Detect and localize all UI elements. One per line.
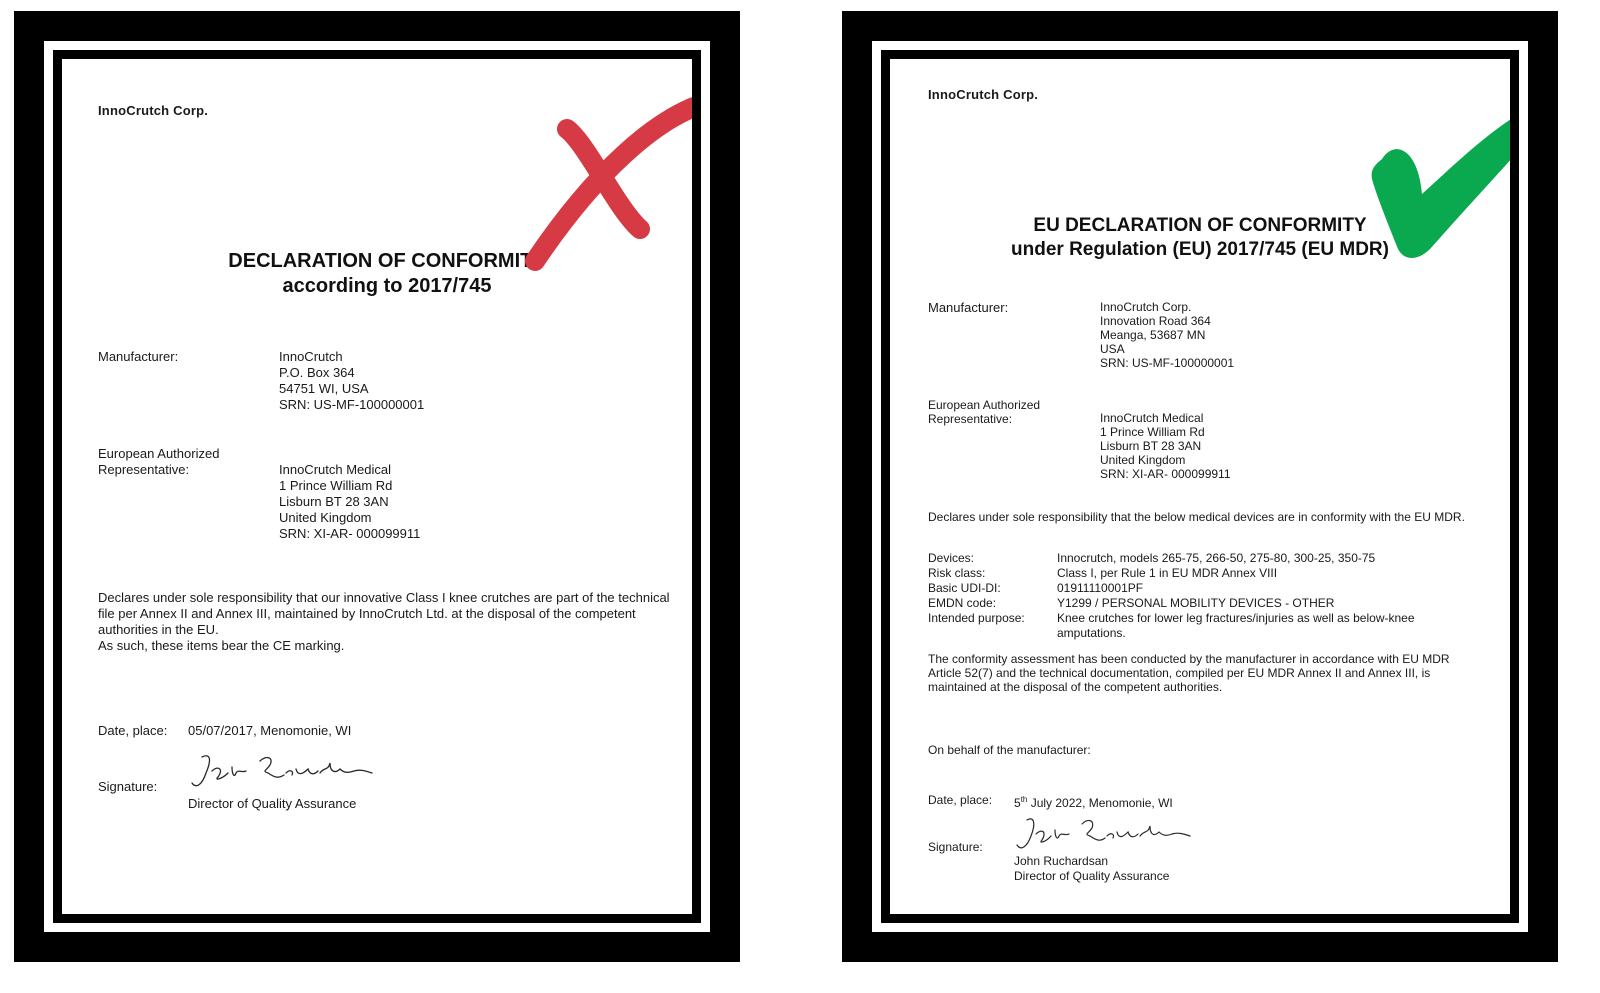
signature-label: Signature: <box>928 840 983 854</box>
address-line: Lisburn BT 28 3AN <box>279 494 389 509</box>
date-rest: July 2022, Menomonie, WI <box>1027 796 1173 810</box>
address-line: 1 Prince William Rd <box>1100 425 1205 439</box>
rep-label-line: Representative: <box>928 412 1013 426</box>
srn-line: SRN: US-MF-100000001 <box>279 397 425 412</box>
right-document-page <box>890 59 1510 914</box>
paragraph-line: As such, these items bear the CE marking. <box>98 638 345 653</box>
right-document-frame <box>842 11 1558 962</box>
field-value: Class I, per Rule 1 in EU MDR Annex VIII <box>1057 566 1278 580</box>
field-label: Basic UDI-DI: <box>928 581 1001 595</box>
rep-label-line: Representative: <box>98 462 190 477</box>
manufacturer-address <box>279 349 424 413</box>
on-behalf-label: On behalf of the manufacturer: <box>928 743 1091 757</box>
manufacturer-address <box>1100 300 1234 370</box>
address-line: United Kingdom <box>1100 453 1186 467</box>
company-name: InnoCrutch Corp. <box>928 87 1039 102</box>
field-value: 01911110001PF <box>1057 581 1144 595</box>
field-value-continued: amputations. <box>1057 626 1126 640</box>
address-line: Lisburn BT 28 3AN <box>1100 439 1202 453</box>
date-place-label: Date, place: <box>928 793 993 807</box>
srn-line: SRN: XI-AR- 000099911 <box>279 526 421 541</box>
title-line-1: EU DECLARATION OF CONFORMITY <box>1033 215 1367 236</box>
paragraph-line: The conformity assessment has been conducted by the manufacturer in accordance with EU MDR <box>928 652 1450 666</box>
declares-statement: Declares under sole responsibility that the below medical devices are in conformity with the EU MDR. <box>928 510 1465 524</box>
field-label: Devices: <box>928 551 975 565</box>
rep-label-line: European Authorized <box>928 398 1041 412</box>
authorized-rep-label <box>98 446 219 478</box>
srn-line: SRN: US-MF-100000001 <box>1100 356 1235 370</box>
title-line-1: DECLARATION OF CONFORMITY <box>228 250 546 272</box>
left-document-frame <box>14 11 740 962</box>
srn-line: SRN: XI-AR- 000099911 <box>1100 467 1231 481</box>
authorized-rep-address <box>279 462 420 542</box>
field-value: Y1299 / PERSONAL MOBILITY DEVICES - OTHER <box>1057 596 1335 610</box>
declaration-paragraph <box>98 590 670 654</box>
address-line: United Kingdom <box>279 510 372 525</box>
handwritten-signature <box>1014 814 1194 854</box>
signer-name: John Ruchardsan <box>1014 854 1109 868</box>
handwritten-signature <box>188 749 378 793</box>
paragraph-line: Article 52(7) and the technical documentation, compiled per EU MDR Annex II and Annex III, is <box>928 666 1431 680</box>
address-line: InnoCrutch Medical <box>279 462 391 477</box>
assessment-paragraph <box>928 652 1450 694</box>
date-place-value: 05/07/2017, Menomonie, WI <box>188 723 352 738</box>
cross-mark-icon <box>517 89 692 284</box>
check-mark-icon <box>1360 99 1510 284</box>
field-label: Intended purpose: <box>928 611 1025 625</box>
title-line-2: according to 2017/745 <box>282 275 492 297</box>
date-place-value <box>1014 792 1173 811</box>
address-line: 54751 WI, USA <box>279 381 369 396</box>
title-line-2: under Regulation (EU) 2017/745 (EU MDR) <box>1011 238 1389 260</box>
date-day: 5 <box>1014 796 1021 810</box>
field-label: Risk class: <box>928 566 986 580</box>
address-line: Innovation Road 364 <box>1100 314 1211 328</box>
manufacturer-label: Manufacturer: <box>98 349 179 364</box>
address-line: InnoCrutch Medical <box>1100 411 1204 425</box>
authorized-rep-address <box>1100 411 1231 481</box>
date-suffix: th <box>1020 795 1028 804</box>
address-line: InnoCrutch <box>279 349 343 364</box>
address-line: USA <box>1100 342 1125 356</box>
authorized-rep-label <box>928 398 1040 426</box>
company-name: InnoCrutch Corp. <box>98 103 209 118</box>
signer-block <box>1014 854 1169 884</box>
paragraph-line: authorities in the EU. <box>98 622 219 637</box>
paragraph-line: file per Annex II and Annex III, maintained by InnoCrutch Ltd. at the disposal of the competent <box>98 606 636 621</box>
rep-label-line: European Authorized <box>98 446 220 461</box>
manufacturer-label: Manufacturer: <box>928 300 1009 315</box>
signature-label: Signature: <box>98 779 158 794</box>
paragraph-line: maintained at the disposal of the competent authorities. <box>928 680 1223 694</box>
signer-title: Director of Quality Assurance <box>1014 869 1170 883</box>
address-line: Meanga, 53687 MN <box>1100 328 1206 342</box>
address-line: InnoCrutch Corp. <box>1100 300 1192 314</box>
address-line: P.O. Box 364 <box>279 365 355 380</box>
paragraph-line: Declares under sole responsibility that our innovative Class I knee crutches are part of the technical <box>98 590 670 605</box>
date-place-label: Date, place: <box>98 723 168 738</box>
field-value: Innocrutch, models 265-75, 266-50, 275-80, 300-25, 350-75 <box>1057 551 1376 565</box>
signer-title: Director of Quality Assurance <box>188 796 357 811</box>
address-line: 1 Prince William Rd <box>279 478 393 493</box>
left-document-page <box>62 59 692 914</box>
field-label: EMDN code: <box>928 596 997 610</box>
field-value: Knee crutches for lower leg fractures/injuries as well as below-knee <box>1057 611 1415 625</box>
